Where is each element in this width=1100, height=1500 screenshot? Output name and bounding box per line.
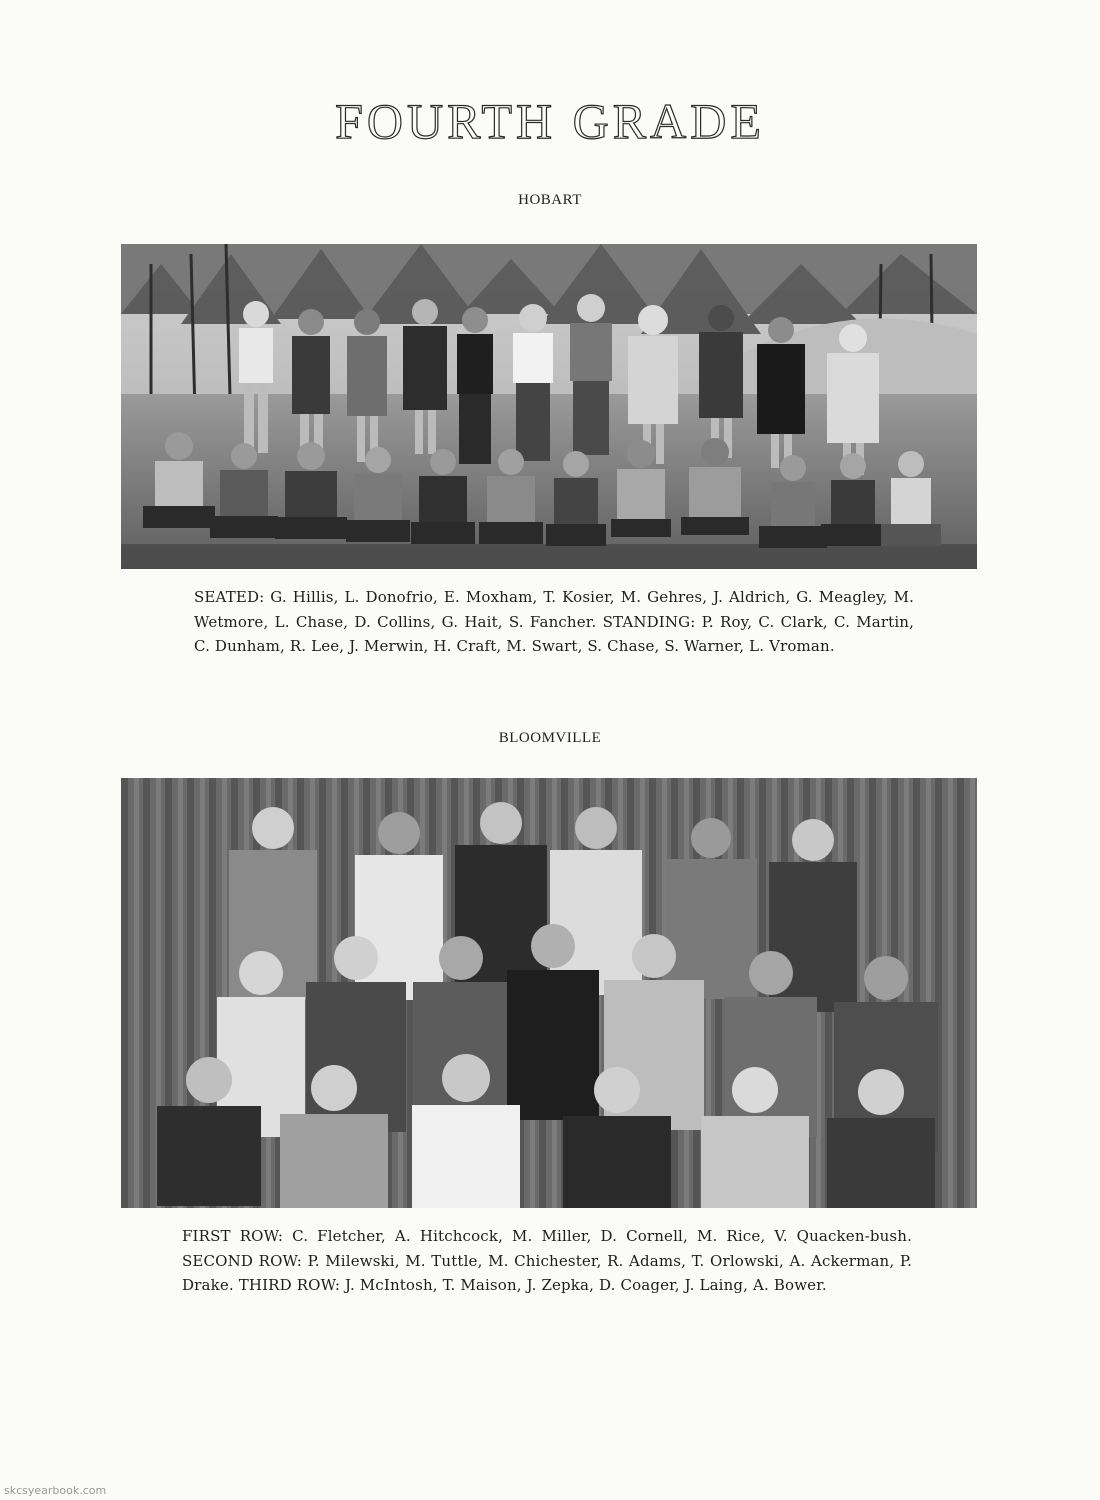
page-title: FOURTH GRADE [335, 93, 765, 149]
section-label-hobart: HOBART [518, 192, 582, 208]
caption-hobart: SEATED: G. Hillis, L. Donofrio, E. Moxham, T. Kosier, M. Gehres, J. Aldrich, G. Meagley, M. Wetmore, L. Chase, D. Collins, G. Hait, S. Fancher. STANDING: P. Roy, C. Clark, C. Martin, C. Dunham, R. Lee, J. Merwin, H. Craft, M. Swart, S. Chase, S. Warner, L. Vroman. [194, 588, 914, 655]
class-photo-hobart [121, 244, 977, 569]
section-label-bloomville: BLOOMVILLE [498, 730, 602, 746]
caption-bloomville: FIRST ROW: C. Fletcher, A. Hitchcock, M. Miller, D. Cornell, M. Rice, V. Quacken-bush. SECOND ROW: P. Milewski, M. Tuttle, M. Chichester, R. Adams, T. Orlowski, A. Ackerman, P. Drake. THIRD ROW: J. McIntosh, T. Maison, J. Zepka, D. Coager, J. Laing, A. Bower. [182, 1227, 912, 1294]
class-photo-bloomville [121, 778, 977, 1208]
watermark: skcsyearbook.com [4, 1484, 107, 1497]
